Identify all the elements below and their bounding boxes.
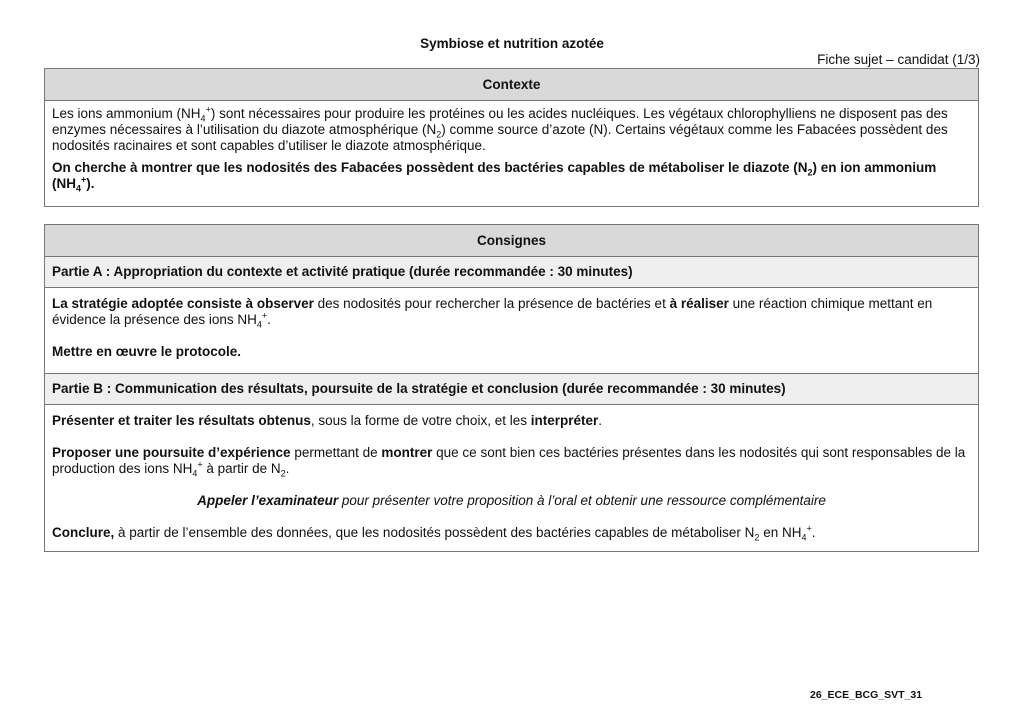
context-header: Contexte	[45, 69, 978, 101]
part-b-conclude: Conclure, à partir de l’ensemble des données, que les nodosités possèdent des bactéries capables de métaboliser $N_2$ en $NH_4^+$.	[52, 523, 816, 543]
page-title: Symbiose et nutrition azotée	[420, 36, 604, 51]
part-b-title: Partie B : Communication des résultats, poursuite de la stratégie et conclusion (durée recommandée : 30 minutes)	[45, 374, 978, 405]
instructions-header: Consignes	[45, 225, 978, 257]
instructions-section	[44, 224, 979, 552]
context-section	[44, 68, 979, 207]
context-body	[45, 101, 978, 197]
part-a-title: Partie A : Appropriation du contexte et activité pratique (durée recommandée : 30 minutes)	[45, 257, 978, 288]
call-examiner: Appeler l’examinateur pour présenter votre proposition à l’oral et obtenir une ressource complémentaire	[197, 493, 826, 508]
part-b-propose: Proposer une poursuite d’expérience permettant de montrer que ce sont bien ces bactéries présentes dans les nodosités qui sont responsables de la production des ions $NH_4^+$ à partir de $N_2$.	[52, 445, 966, 479]
document-code: 26_ECE_BCG_SVT_31	[810, 689, 923, 701]
part-a-strategy: La stratégie adoptée consiste à observer des nodosités pour rechercher la présence de bactéries et à réaliser une réaction chimique mettant en évidence la présence des ions $NH_4^+$.	[52, 296, 933, 330]
part-a-protocol: Mettre en œuvre le protocole.	[52, 344, 242, 359]
part-a-body	[45, 288, 978, 374]
part-b-present: Présenter et traiter les résultats obtenus, sous la forme de votre choix, et les interpréter.	[52, 413, 603, 428]
sheet-subtitle: Fiche sujet – candidat (1/3)	[817, 52, 980, 67]
part-b-body	[45, 405, 978, 546]
context-paragraph: Les ions ammonium $(NH_4^+)$ sont nécessaires pour produire les protéines ou les acides nucléiques. Les végétaux chlorophylliens ne disposent pas des enzymes nécessaires à l’utilisation du diazote atmosphérique $(N_2)$ comme source d’azote (N). Certains végétaux comme les Fabacées possèdent des nodosités racinaires et sont capables d’utiliser le diazote atmosphérique.	[52, 104, 948, 153]
context-objective: On cherche à montrer que les nodosités des Fabacées possèdent des bactéries capables de métaboliser le diazote $(N_2)$ en ion ammonium $(NH_4^+)$.	[52, 160, 937, 194]
